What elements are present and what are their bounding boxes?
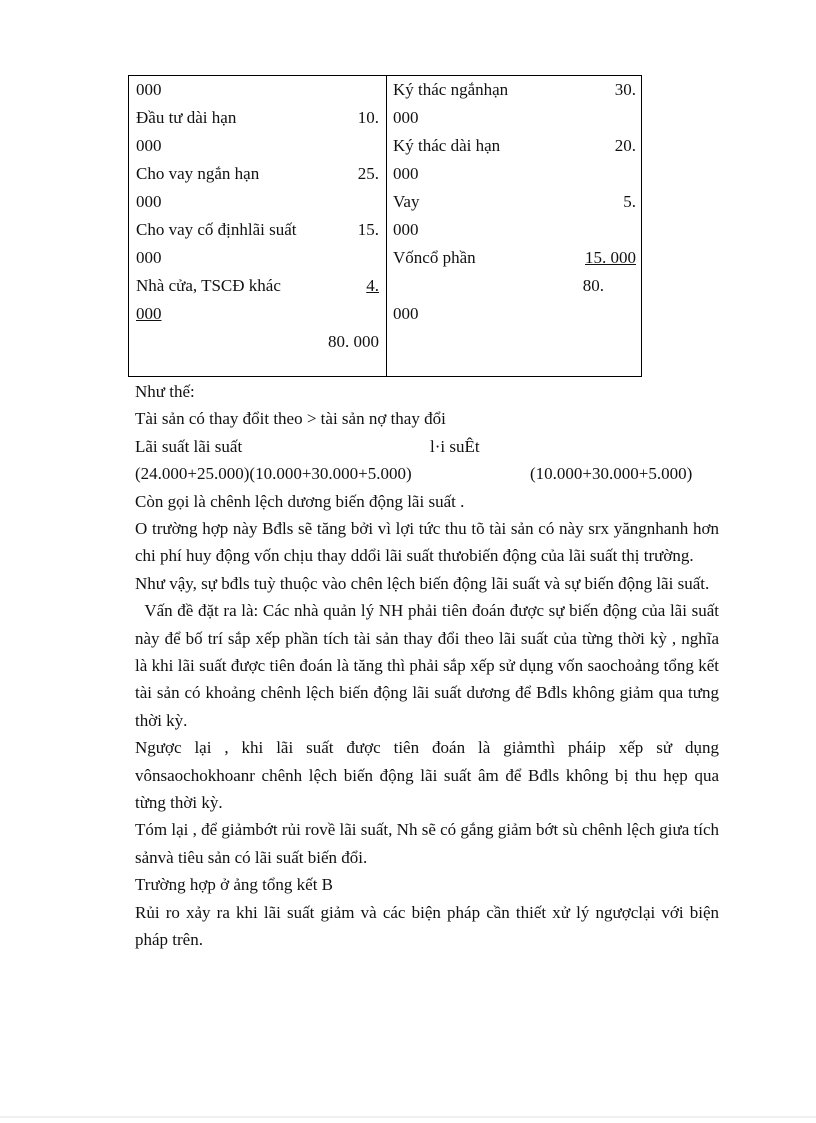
row-label: Đầu tư dài hạn xyxy=(136,108,237,127)
table-row xyxy=(136,300,379,328)
rate-label-right: l·i suÊt xyxy=(430,436,480,456)
table-row xyxy=(136,244,379,272)
row-label: 000 xyxy=(393,164,419,183)
row-label: Vay xyxy=(393,192,420,211)
table-row xyxy=(393,216,636,244)
row-value: 15. 000 xyxy=(585,248,636,267)
table-row xyxy=(136,132,379,160)
paragraph: Như vậy, sự bđls tuỳ thuộc vào chên lệch biến động lãi suất và sự biến động lãi suất. xyxy=(135,573,710,593)
row-label: 000 xyxy=(136,192,162,211)
table-row xyxy=(393,300,636,328)
table-column-divider xyxy=(386,76,387,376)
row-label: 000 xyxy=(393,304,419,323)
table-row xyxy=(136,160,379,188)
table-row-total xyxy=(393,272,636,300)
paragraph: O trường hợp này Bđls sẽ tăng bởi vì lợi tức thu tõ tài sản có này srx yăngnhanh hơn chi phí huy động vốn chịu thay ddổi lãi suất thưobiến động của lãi suất thị trường. xyxy=(135,519,719,566)
table-row xyxy=(136,104,379,132)
rate-label-line xyxy=(135,433,719,460)
table-row xyxy=(393,132,636,160)
paragraph: Tài sản có thay đổit theo > tài sản nợ thay đổi xyxy=(135,409,446,429)
table-row xyxy=(393,160,636,188)
formula-left: (24.000+25.000)(10.000+30.000+5.000) xyxy=(135,464,412,484)
row-label: 000 xyxy=(136,80,162,99)
table-row xyxy=(393,104,636,132)
row-label: Nhà cửa, TSCĐ khác xyxy=(136,276,281,295)
liabilities-column xyxy=(393,76,636,328)
formula-line xyxy=(135,460,719,487)
paragraph: Còn gọi là chênh lệch dương biến động lãi suất . xyxy=(135,491,465,511)
row-value: 4. xyxy=(366,276,379,295)
row-label: Ký thác ngắnhạn xyxy=(393,80,509,99)
paragraph: Rủi ro xảy ra khi lãi suất giảm và các biện pháp cần thiết xử lý ngượclại với biện pháp trên. xyxy=(135,902,719,950)
table-row xyxy=(136,76,379,104)
row-label: 000 xyxy=(136,304,162,323)
table-row xyxy=(136,216,379,244)
row-value: 30. xyxy=(614,80,636,99)
assets-column xyxy=(136,76,379,356)
row-label: 000 xyxy=(136,136,162,155)
row-value: 20. xyxy=(614,136,636,155)
table-row xyxy=(393,76,636,104)
rate-label-left: Lãi suất lãi suất xyxy=(135,436,243,456)
row-label: Cho vay cố địnhlãi suất xyxy=(136,220,297,239)
row-label: 000 xyxy=(136,248,162,267)
table-row xyxy=(393,188,636,216)
row-value: 25. xyxy=(357,164,379,183)
paragraph: Vấn đề đặt ra là: Các nhà quản lý NH phải tiên đoán được sự biến động của lãi suất này để bố trí sắp xếp phần tích tài sản thay đổi theo lãi suất của từng thời kỳ , nghĩa là khi lãi suất được tiên đoán là tăng thì phải sắp xếp sử dụng vốn saochoảng tổng kết tài sản có khoảng chênh lệch biến động lãi suất dương để Bđls không giảm qua tưng thời kỳ. xyxy=(135,601,724,730)
table-row xyxy=(136,188,379,216)
formula-right: (10.000+30.000+5.000) xyxy=(530,464,693,484)
total-value: 80. xyxy=(582,276,604,295)
paragraph: Ngược lại , khi lãi suất được tiên đoán là giảmthì pháip xếp sử dụng vônsaochokhoanr chênh lệch biến động lãi suất âm để Bđls không bị thu hẹp qua từng thời kỳ. xyxy=(135,738,719,813)
document-body xyxy=(135,378,724,954)
row-value: 10. xyxy=(357,108,379,127)
page-bottom-edge xyxy=(0,1116,816,1118)
table-row-total xyxy=(136,328,379,356)
row-label: Cho vay ngắn hạn xyxy=(136,164,260,183)
row-label: 000 xyxy=(393,220,419,239)
table-row xyxy=(393,244,636,272)
row-label: Ký thác dài hạn xyxy=(393,136,501,155)
row-value: 5. xyxy=(623,192,636,211)
table-row xyxy=(136,272,379,300)
total-value: 80. 000 xyxy=(328,332,379,351)
paragraph: Trường hợp ở ảng tổng kết B xyxy=(135,875,334,895)
row-label: 000 xyxy=(393,108,419,127)
paragraph: Như thế: xyxy=(135,382,195,401)
row-label: Vốncổ phần xyxy=(393,248,476,267)
row-value: 15. xyxy=(357,220,379,239)
balance-sheet-table xyxy=(128,75,642,377)
paragraph: Tóm lại , để giảmbớt rủi rovề lãi suất, Nh sẽ có gắng giảm bớt sù chênh lệch giưa tích sảnvà tiêu sản có lãi suất biến đổi. xyxy=(135,820,719,867)
